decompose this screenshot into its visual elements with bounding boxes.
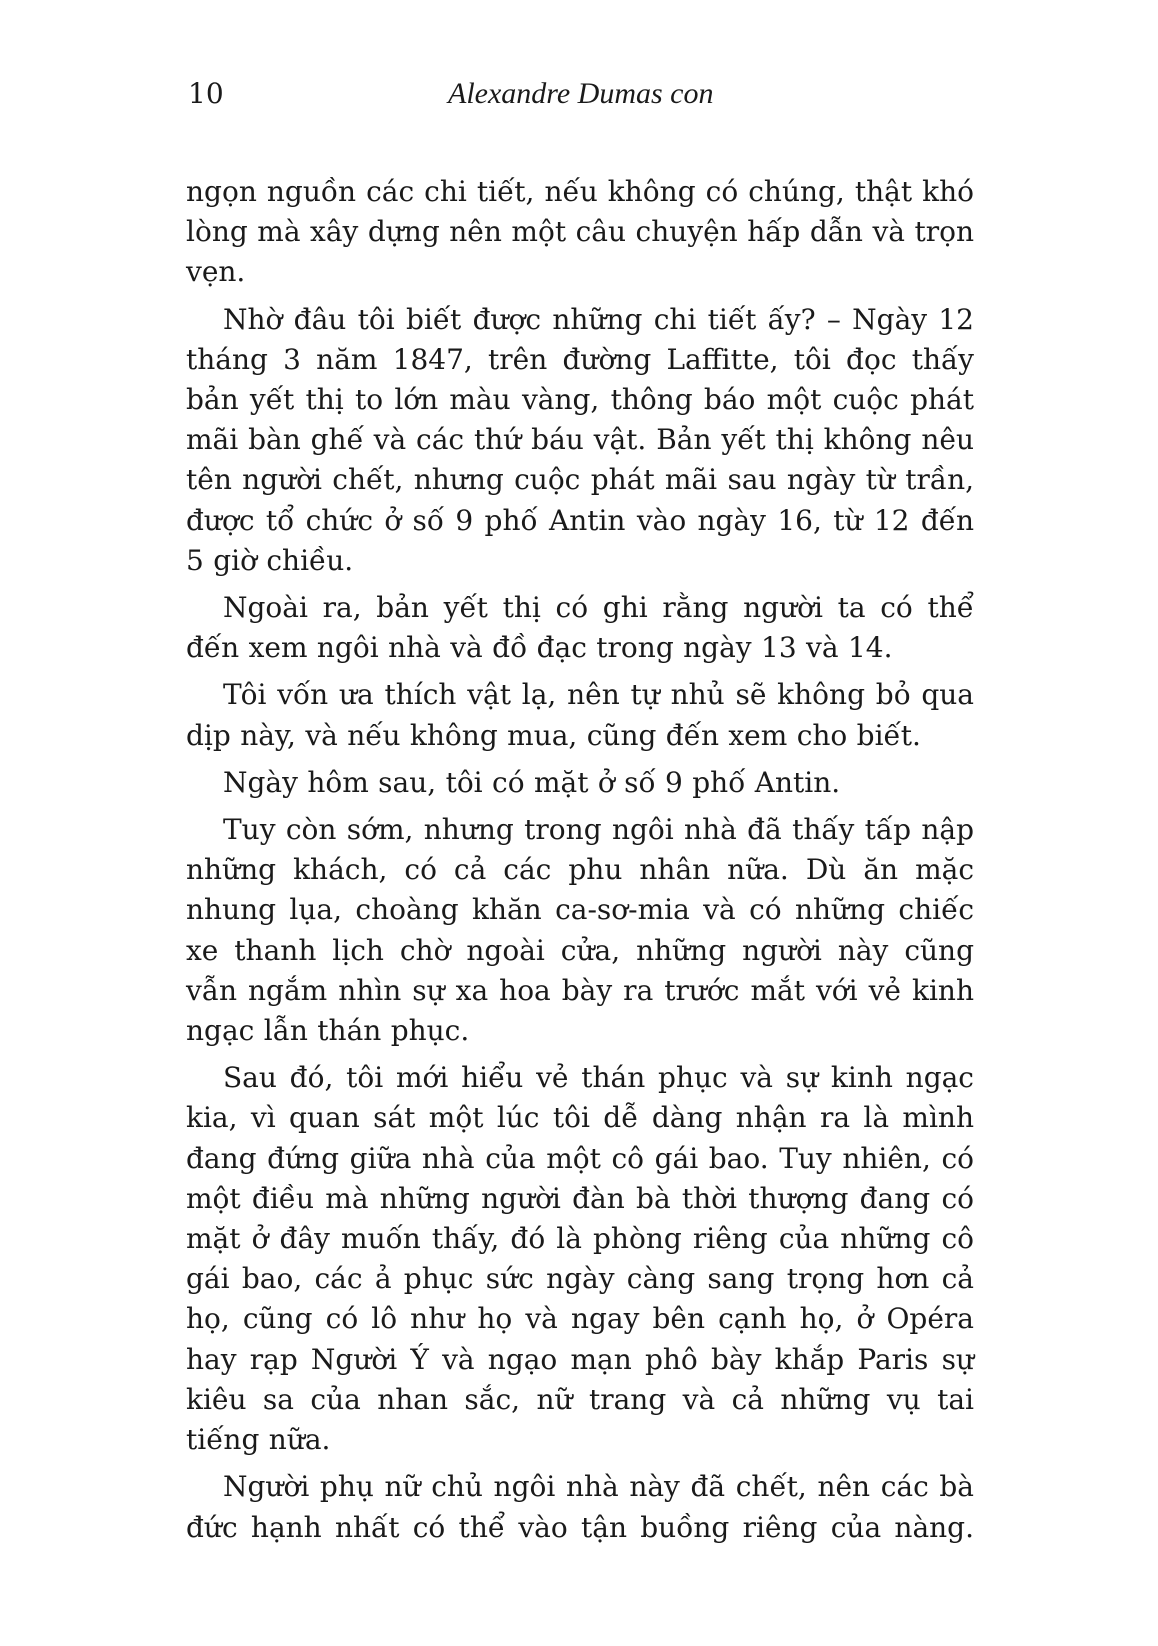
paragraph: Tuy còn sớm, nhưng trong ngôi nhà đã thấy tấp nập những khách, có cả các phu nhân nữa. Dù ăn mặc nhung lụa, choàng khăn ca-sơ-mia và có những chiếc xe thanh lịch chờ ngoài cửa, những người này cũng vẫn ngắm nhìn sự xa hoa bày ra trước mắt với vẻ kinh ngạc lẫn thán phục. <box>186 813 974 1048</box>
paragraph: Sau đó, tôi mới hiểu vẻ thán phục và sự kinh ngạc kia, vì quan sát một lúc tôi dễ dàng nhận ra là mình đang đứng giữa nhà của một cô gái bao. Tuy nhiên, có một điều mà những người đàn bà thời thượng đang có mặt ở đây muốn thấy, đó là phòng riêng của những cô gái bao, các ả phục sức ngày càng sang trọng hơn cả họ, cũng có lô như họ và ngay bên cạnh họ, ở Opéra hay rạp Người Ý và ngạo mạn phô bày khắp Paris sự kiêu sa của nhan sắc, nữ trang và cả những vụ tai tiếng nữa. <box>186 1061 974 1457</box>
paragraph-last: Người phụ nữ chủ ngôi nhà này đã chết, nên các bà đức hạnh nhất có thể vào tận buồng riêng của nàng. <box>186 1470 974 1544</box>
running-head-author: Alexandre Dumas con <box>448 77 714 110</box>
paragraph: Ngoài ra, bản yết thị có ghi rằng người ta có thể đến xem ngôi nhà và đồ đạc trong ngày 13 và 14. <box>186 591 974 665</box>
paragraph-continued: ngọn nguồn các chi tiết, nếu không có chúng, thật khó lòng mà xây dựng nên một câu chuyện hấp dẫn và trọn vẹn. <box>186 175 974 289</box>
paragraph: Tôi vốn ưa thích vật lạ, nên tự nhủ sẽ không bỏ qua dịp này, và nếu không mua, cũng đến xem cho biết. <box>186 678 974 752</box>
body-text <box>186 172 974 1555</box>
running-head <box>188 74 972 114</box>
paragraph: Nhờ đâu tôi biết được những chi tiết ấy? – Ngày 12 tháng 3 năm 1847, trên đường Laffitte, tôi đọc thấy bản yết thị to lớn màu vàng, thông báo một cuộc phát mãi bàn ghế và các thứ báu vật. Bản yết thị không nêu tên người chết, nhưng cuộc phát mãi sau ngày từ trần, được tổ chức ở số 9 phố Antin vào ngày 16, từ 12 đến 5 giờ chiều. <box>186 302 974 577</box>
page-number: 10 <box>188 77 224 110</box>
paragraph: Ngày hôm sau, tôi có mặt ở số 9 phố Antin. <box>223 765 841 799</box>
